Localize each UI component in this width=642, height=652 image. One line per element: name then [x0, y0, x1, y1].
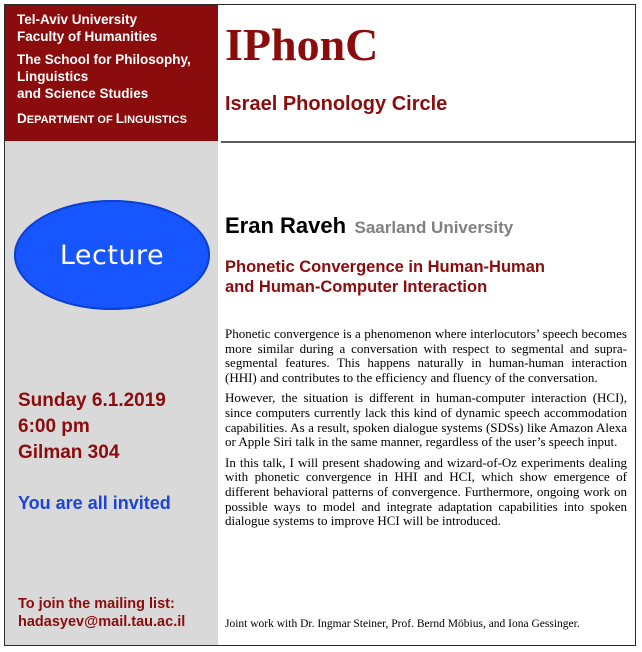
department-name: DEPARTMENT OF LINGUISTICS	[17, 111, 187, 126]
speaker-line	[225, 215, 513, 237]
event-details	[18, 388, 166, 466]
header-divider	[221, 141, 635, 143]
speaker-affiliation: Saarland University	[354, 218, 514, 237]
abstract-paragraph: However, the situation is different in human-computer interaction (HCI), since computers currently lack this kind of dynamic speech accommodation capabilities. As a result, spoken dialogue systems (SDSs) like Amazon Alexa or Apple Siri talk in the same manner, regardless of the user’s speech input.	[225, 390, 627, 450]
abstract-paragraph: Phonetic convergence is a phenomenon where interlocutors’ speech becomes more similar during a conversation with respect to segmental and supra-segmental features. This happens naturally in human-human interaction (HHI) and contributes to the efficiency and fluency of the conversation.	[225, 326, 627, 385]
mailing-label: To join the mailing list:	[18, 596, 175, 612]
series-name: Israel Phonology Circle	[225, 93, 448, 115]
event-time: 6:00 pm	[18, 416, 90, 437]
school-line-2: Linguistics	[17, 69, 89, 84]
abstract	[225, 327, 627, 535]
mailing-info	[18, 595, 185, 631]
speaker-name: Eran Raveh	[225, 213, 347, 238]
talk-title	[225, 257, 625, 297]
abstract-paragraph: In this talk, I will present shadowing and wizard-of-Oz experiments dealing with phonetic convergence in HHI and HCI, which show emergence of different behavioral patterns of convergence. Furthermore, ongoing work on possible ways to model and integrate adaptation capabilities into spoken dialogue systems to improve HCI will be introduced.	[225, 454, 627, 529]
invitation-text: You are all invited	[18, 493, 171, 513]
school-line-1: The School for Philosophy,	[17, 52, 191, 67]
lecture-label: Lecture	[59, 239, 165, 271]
event-date: Sunday 6.1.2019	[18, 390, 166, 411]
series-acronym: IPhonC	[225, 19, 379, 70]
university-name: Tel-Aviv University	[17, 12, 138, 27]
mailing-email[interactable]: hadasyev@mail.tau.ac.il	[18, 614, 186, 630]
lecture-badge	[14, 200, 210, 310]
school-line-3: and Science Studies	[17, 86, 149, 101]
talk-title-line-1: Phonetic Convergence in Human-Human	[225, 258, 545, 276]
faculty-name: Faculty of Humanities	[17, 29, 158, 44]
institution-block	[5, 5, 218, 141]
acknowledgement: Joint work with Dr. Ingmar Steiner, Prof. Bernd Möbius, and Iona Gessinger.	[225, 618, 580, 630]
talk-title-line-2: and Human-Computer Interaction	[225, 278, 488, 296]
event-location: Gilman 304	[18, 442, 120, 463]
